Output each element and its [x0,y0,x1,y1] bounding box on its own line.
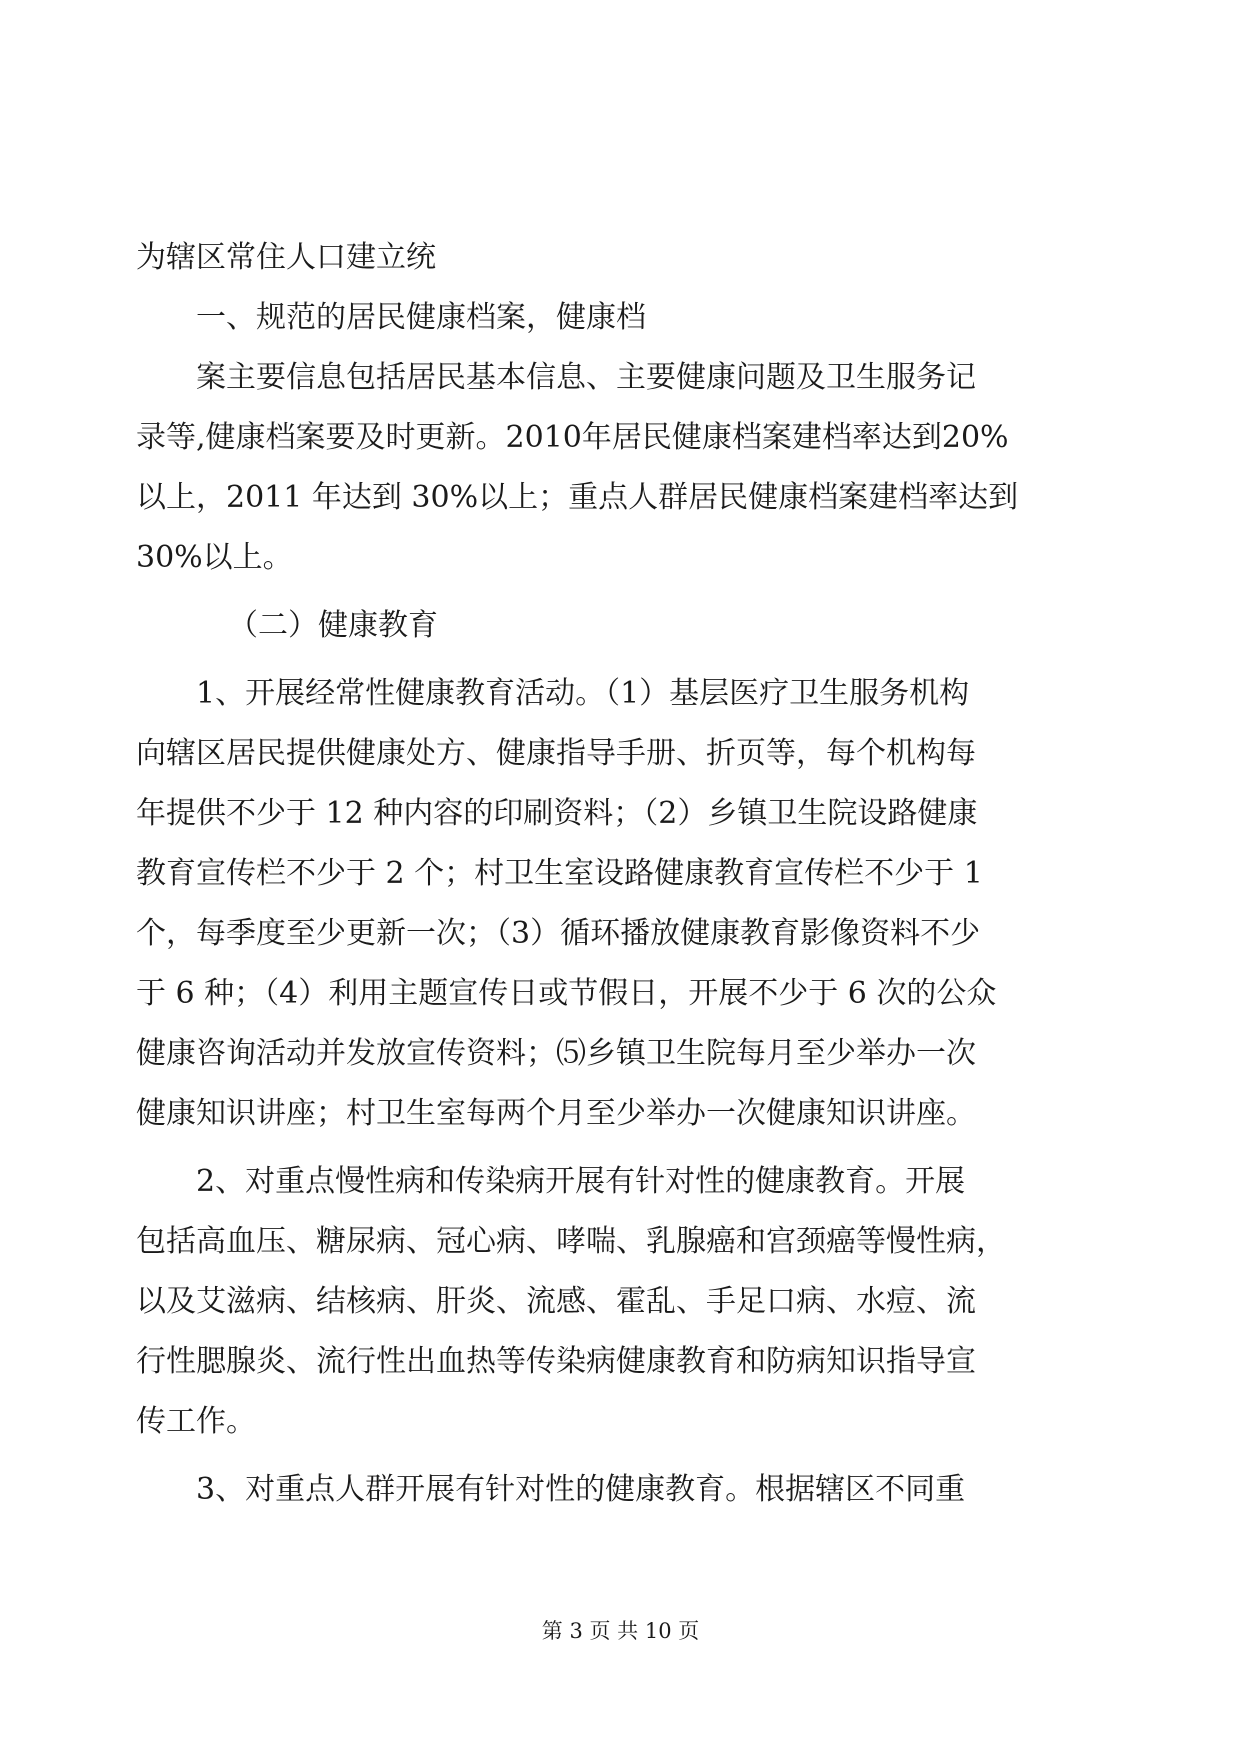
page-number: 第 3 页 共 10 页 [541,1619,700,1643]
body-text [136,228,1086,1520]
text-line: 健康咨询活动并发放宣传资料；⑸乡镇卫生院每月至少举办一次 [136,1036,976,1071]
text-line: 以上，2011 年达到 30%以上；重点人群居民健康档案建档率达到 [136,480,1019,515]
text-line: 以及艾滋病、结核病、肝炎、流感、霍乱、手足口病、水痘、流 [136,1284,976,1319]
text-line: 行性腮腺炎、流行性出血热等传染病健康教育和防病知识指导宣 [136,1344,976,1379]
text-line: 于 6 种；（4）利用主题宣传日或节假日，开展不少于 6 次的公众 [136,976,997,1011]
text-line: 包括高血压、糖尿病、冠心病、哮喘、乳腺癌和宫颈癌等慢性病， [136,1224,1006,1259]
text-line: 向辖区居民提供健康处方、健康指导手册、折页等，每个机构每 [136,736,976,771]
text-line: 健康知识讲座；村卫生室每两个月至少举办一次健康知识讲座。 [136,1096,976,1131]
text-line: 录等,健康档案要及时更新。2010年居民健康档案建档率达到20% [136,420,1009,455]
section-heading: （二）健康教育 [228,608,438,643]
text-line: 1、开展经常性健康教育活动。（1）基层医疗卫生服务机构 [196,676,970,711]
text-line: 传工作。 [136,1404,256,1439]
text-line: 2、对重点慢性病和传染病开展有针对性的健康教育。开展 [196,1164,966,1199]
text-line: 案主要信息包括居民基本信息、主要健康问题及卫生服务记 [196,360,976,395]
text-line: 30%以上。 [136,540,293,575]
text-line: 年提供不少于 12 种内容的印刷资料；（2）乡镇卫生院设路健康 [136,796,978,831]
text-line: 一、规范的居民健康档案，健康档 [196,300,646,335]
text-line: 为辖区常住人口建立统 [136,240,436,275]
text-line: 教育宣传栏不少于 2 个；村卫生室设路健康教育宣传栏不少于 1 [136,856,983,891]
text-line: 个，每季度至少更新一次；（3）循环播放健康教育影像资料不少 [136,916,981,951]
text-line: 3、对重点人群开展有针对性的健康教育。根据辖区不同重 [196,1472,966,1507]
